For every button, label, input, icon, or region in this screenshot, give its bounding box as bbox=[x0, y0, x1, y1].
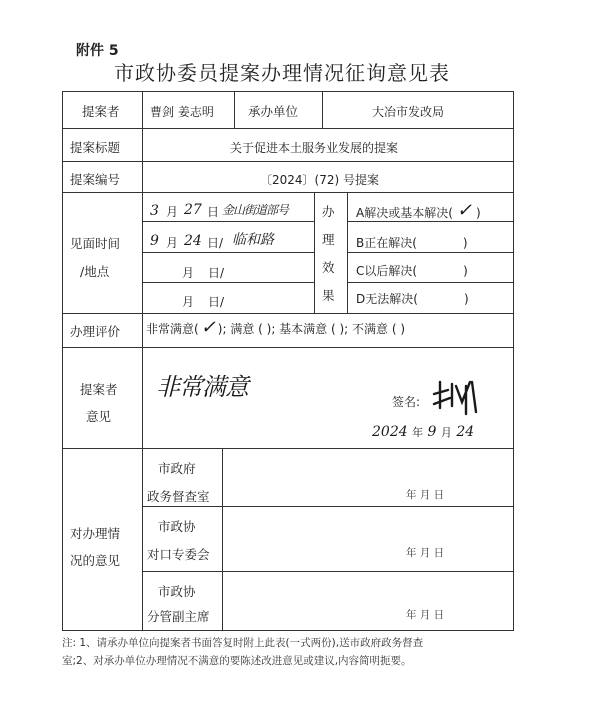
review-org-2-line2: 对口专委会 bbox=[147, 547, 210, 562]
opinion-handwritten: 非常满意 bbox=[156, 373, 248, 401]
opinion-date-month-unit: 月 bbox=[440, 426, 452, 439]
unit-value: 大冶市发改局 bbox=[372, 105, 445, 119]
notes-line2: 室;2、对承办单位办理情况不满意的要陈述改进意见或建议,内容简明扼要。 bbox=[62, 655, 412, 667]
review-date-3: 年 月 日 bbox=[406, 609, 445, 621]
effect-label-1: 办 bbox=[322, 204, 335, 219]
review-org-1-line1: 市政府 bbox=[158, 461, 196, 476]
option-a-text: A解决或基本解决( bbox=[356, 206, 453, 220]
meeting-1-month-unit: 月 bbox=[166, 205, 179, 219]
effect-label-4: 果 bbox=[322, 288, 335, 303]
evaluation-options bbox=[146, 317, 406, 338]
option-c-close: ) bbox=[463, 264, 468, 278]
review-org-1-line2: 政务督查室 bbox=[147, 489, 210, 504]
option-c-text: C以后解决( bbox=[356, 264, 418, 278]
option-a bbox=[356, 200, 481, 221]
opinion-date-year: 2024 bbox=[372, 424, 408, 440]
effect-label-3: 效 bbox=[322, 260, 335, 275]
opinion-label-line1: 提案者 bbox=[80, 382, 118, 397]
meeting-4-month-unit: 月 bbox=[182, 295, 195, 309]
meeting-1-place: 金山街道部号 bbox=[222, 203, 289, 217]
review-org-3-line1: 市政协 bbox=[158, 584, 196, 599]
notes-line1: 注: 1、请承办单位向提案者书面答复时附上此表(一式两份),送市政府政务督查 bbox=[62, 637, 424, 649]
opinion-label-line2: 意见 bbox=[86, 409, 112, 424]
option-a-close: ) bbox=[476, 206, 481, 220]
opinion-date-year-unit: 年 bbox=[412, 426, 424, 439]
signature-image bbox=[430, 376, 480, 416]
meeting-2-place: 临和路 bbox=[232, 232, 274, 248]
meeting-2-day: 24 bbox=[184, 233, 202, 249]
opinion-date-month: 9 bbox=[427, 424, 437, 440]
option-d-text: D无法解决( bbox=[356, 292, 418, 306]
option-b-text: B正在解决( bbox=[356, 236, 417, 250]
meeting-3-month-unit: 月 bbox=[182, 266, 195, 280]
option-b bbox=[356, 236, 468, 250]
meeting-1-day-unit: 日 bbox=[207, 205, 220, 219]
option-d bbox=[356, 292, 469, 306]
evaluation-check: ✓ bbox=[200, 317, 216, 338]
proposer-names: 曹剑 姜志明 bbox=[150, 105, 214, 119]
sign-label: 签名: bbox=[392, 395, 421, 409]
form-table bbox=[62, 91, 514, 631]
meeting-label-line1: 见面时间 bbox=[70, 236, 121, 251]
meeting-label-line2: /地点 bbox=[80, 264, 110, 279]
proposer-label: 提案者 bbox=[82, 104, 120, 119]
evaluation-rest: ); 满意 ( ); 基本满意 ( ); 不满意 ( ) bbox=[217, 322, 406, 336]
review-label-line2: 况的意见 bbox=[70, 553, 121, 568]
review-label-line1: 对办理情 bbox=[70, 526, 121, 541]
meeting-2-month: 9 bbox=[150, 233, 159, 249]
topic-value: 关于促进本土服务业发展的提案 bbox=[230, 141, 399, 155]
meeting-2-day-unit: 日/ bbox=[207, 236, 224, 250]
evaluation-label: 办理评价 bbox=[70, 324, 121, 339]
option-b-close: ) bbox=[462, 236, 468, 250]
meeting-1-month: 3 bbox=[150, 203, 159, 219]
meeting-3-day-unit: 日/ bbox=[208, 266, 225, 280]
meeting-1-day: 27 bbox=[184, 202, 202, 218]
attachment-label: 附件 5 bbox=[76, 43, 119, 59]
number-value: 〔2024〕(72) 号提案 bbox=[260, 173, 379, 187]
meeting-2-month-unit: 月 bbox=[166, 236, 179, 250]
meeting-4-day-unit: 日/ bbox=[208, 295, 225, 309]
opinion-date bbox=[372, 425, 474, 440]
review-org-3-line2: 分管副主席 bbox=[147, 609, 210, 624]
evaluation-very-satisfied: 非常满意( bbox=[146, 322, 199, 336]
review-date-1: 年 月 日 bbox=[406, 489, 445, 501]
number-label: 提案编号 bbox=[70, 172, 121, 187]
option-a-check: ✓ bbox=[456, 200, 472, 221]
effect-label-2: 理 bbox=[322, 232, 335, 247]
unit-label: 承办单位 bbox=[248, 104, 299, 119]
topic-label: 提案标题 bbox=[70, 140, 121, 155]
option-d-close: ) bbox=[463, 292, 469, 306]
review-org-2-line1: 市政协 bbox=[158, 519, 196, 534]
form-title: 市政协委员提案办理情况征询意见表 bbox=[114, 61, 450, 85]
review-date-2: 年 月 日 bbox=[406, 547, 445, 559]
opinion-date-day: 24 bbox=[456, 424, 475, 440]
option-c bbox=[356, 264, 468, 278]
